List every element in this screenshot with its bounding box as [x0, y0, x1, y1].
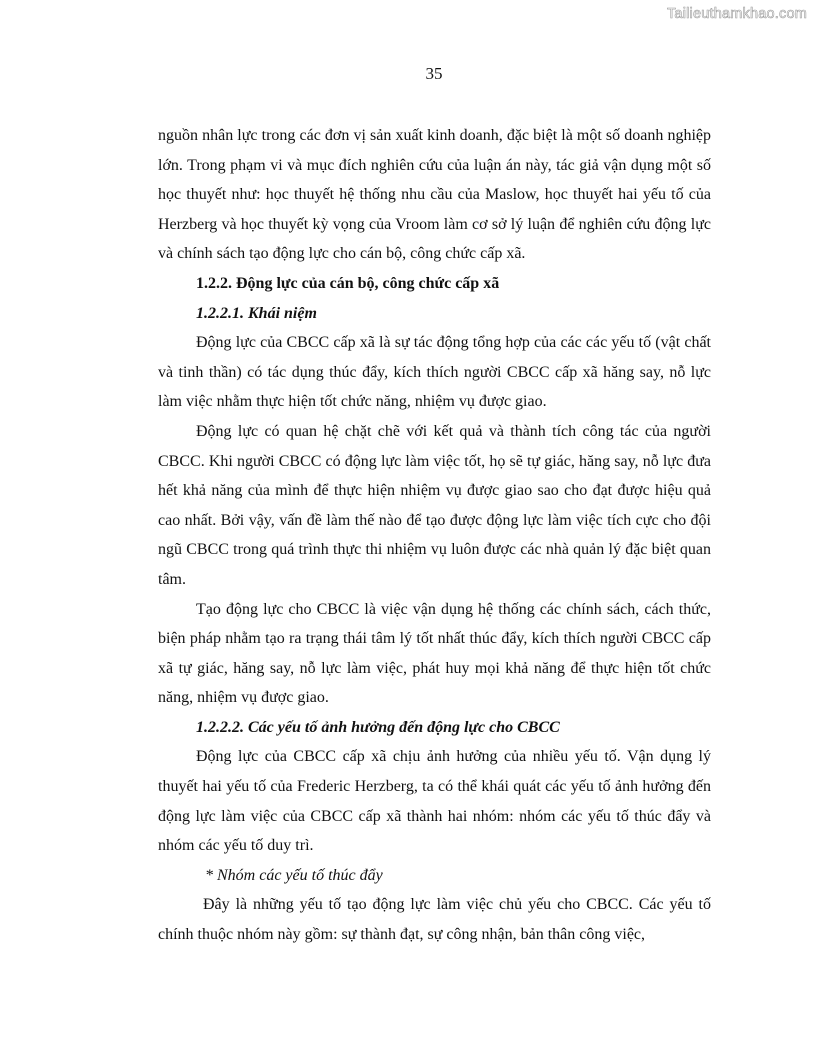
group-heading-motivators: * Nhóm các yếu tố thúc đẩy: [205, 866, 383, 884]
page-number: 35: [425, 64, 443, 83]
subsection-heading-1-2-2-2: 1.2.2.2. Các yếu tố ảnh hưởng đến động lực cho CBCC: [196, 718, 560, 736]
paragraph-3: Động lực có quan hệ chặt chẽ với kết quả và thành tích công tác của người CBCC. Khi người CBCC có động lực làm việc tốt, họ sẽ tự giác, hăng say, nỗ lực đưa hết khả năng của mình để thực hiện nhiệm vụ được giao sao cho đạt được hiệu quả cao nhất. Bởi vậy, vấn đề làm thế nào để tạo được động lực làm việc tích cực cho đội ngũ CBCC trong quá trình thực thi nhiệm vụ luôn được các nhà quản lý đặc biệt quan tâm.: [158, 422, 711, 588]
document-body: [158, 121, 711, 950]
paragraph-1: nguồn nhân lực trong các đơn vị sản xuất kinh doanh, đặc biệt là một số doanh nghiệp lớn. Trong phạm vi và mục đích nghiên cứu của luận án này, tác giả vận dụng một số học thuyết như: học thuyết hệ thống nhu cầu của Maslow, học thuyết hai yếu tố của Herzberg và học thuyết kỳ vọng của Vroom làm cơ sở lý luận để nghiên cứu động lực và chính sách tạo động lực cho cán bộ, công chức cấp xã.: [158, 127, 711, 263]
section-heading-1-2-2: 1.2.2. Động lực của cán bộ, công chức cấp xã: [196, 274, 500, 292]
paragraph-2: Động lực của CBCC cấp xã là sự tác động tổng hợp của các các yếu tố (vật chất và tinh thần) có tác dụng thúc đẩy, kích thích người CBCC cấp xã hăng say, nỗ lực làm việc nhằm thực hiện tốt chức năng, nhiệm vụ được giao.: [158, 334, 711, 411]
paragraph-5: Động lực của CBCC cấp xã chịu ảnh hưởng của nhiều yếu tố. Vận dụng lý thuyết hai yếu tố của Frederic Herzberg, ta có thể khái quát các yếu tố ảnh hưởng đến động lực làm việc của CBCC cấp xã thành hai nhóm: nhóm các yếu tố thúc đẩy và nhóm các yếu tố duy trì.: [158, 748, 711, 855]
watermark: Tailieuthamkhao.com: [666, 6, 807, 22]
paragraph-6: Đây là những yếu tố tạo động lực làm việc chủ yếu cho CBCC. Các yếu tố chính thuộc nhóm này gồm: sự thành đạt, sự công nhận, bản thân công việc,: [158, 896, 711, 944]
subsection-heading-1-2-2-1: 1.2.2.1. Khái niệm: [196, 304, 317, 322]
paragraph-4: Tạo động lực cho CBCC là việc vận dụng hệ thống các chính sách, cách thức, biện pháp nhằm tạo ra trạng thái tâm lý tốt nhất thúc đẩy, kích thích người CBCC cấp xã tự giác, hăng say, nỗ lực làm việc, phát huy mọi khả năng để thực hiện tốt chức năng, nhiệm vụ được giao.: [158, 600, 711, 707]
